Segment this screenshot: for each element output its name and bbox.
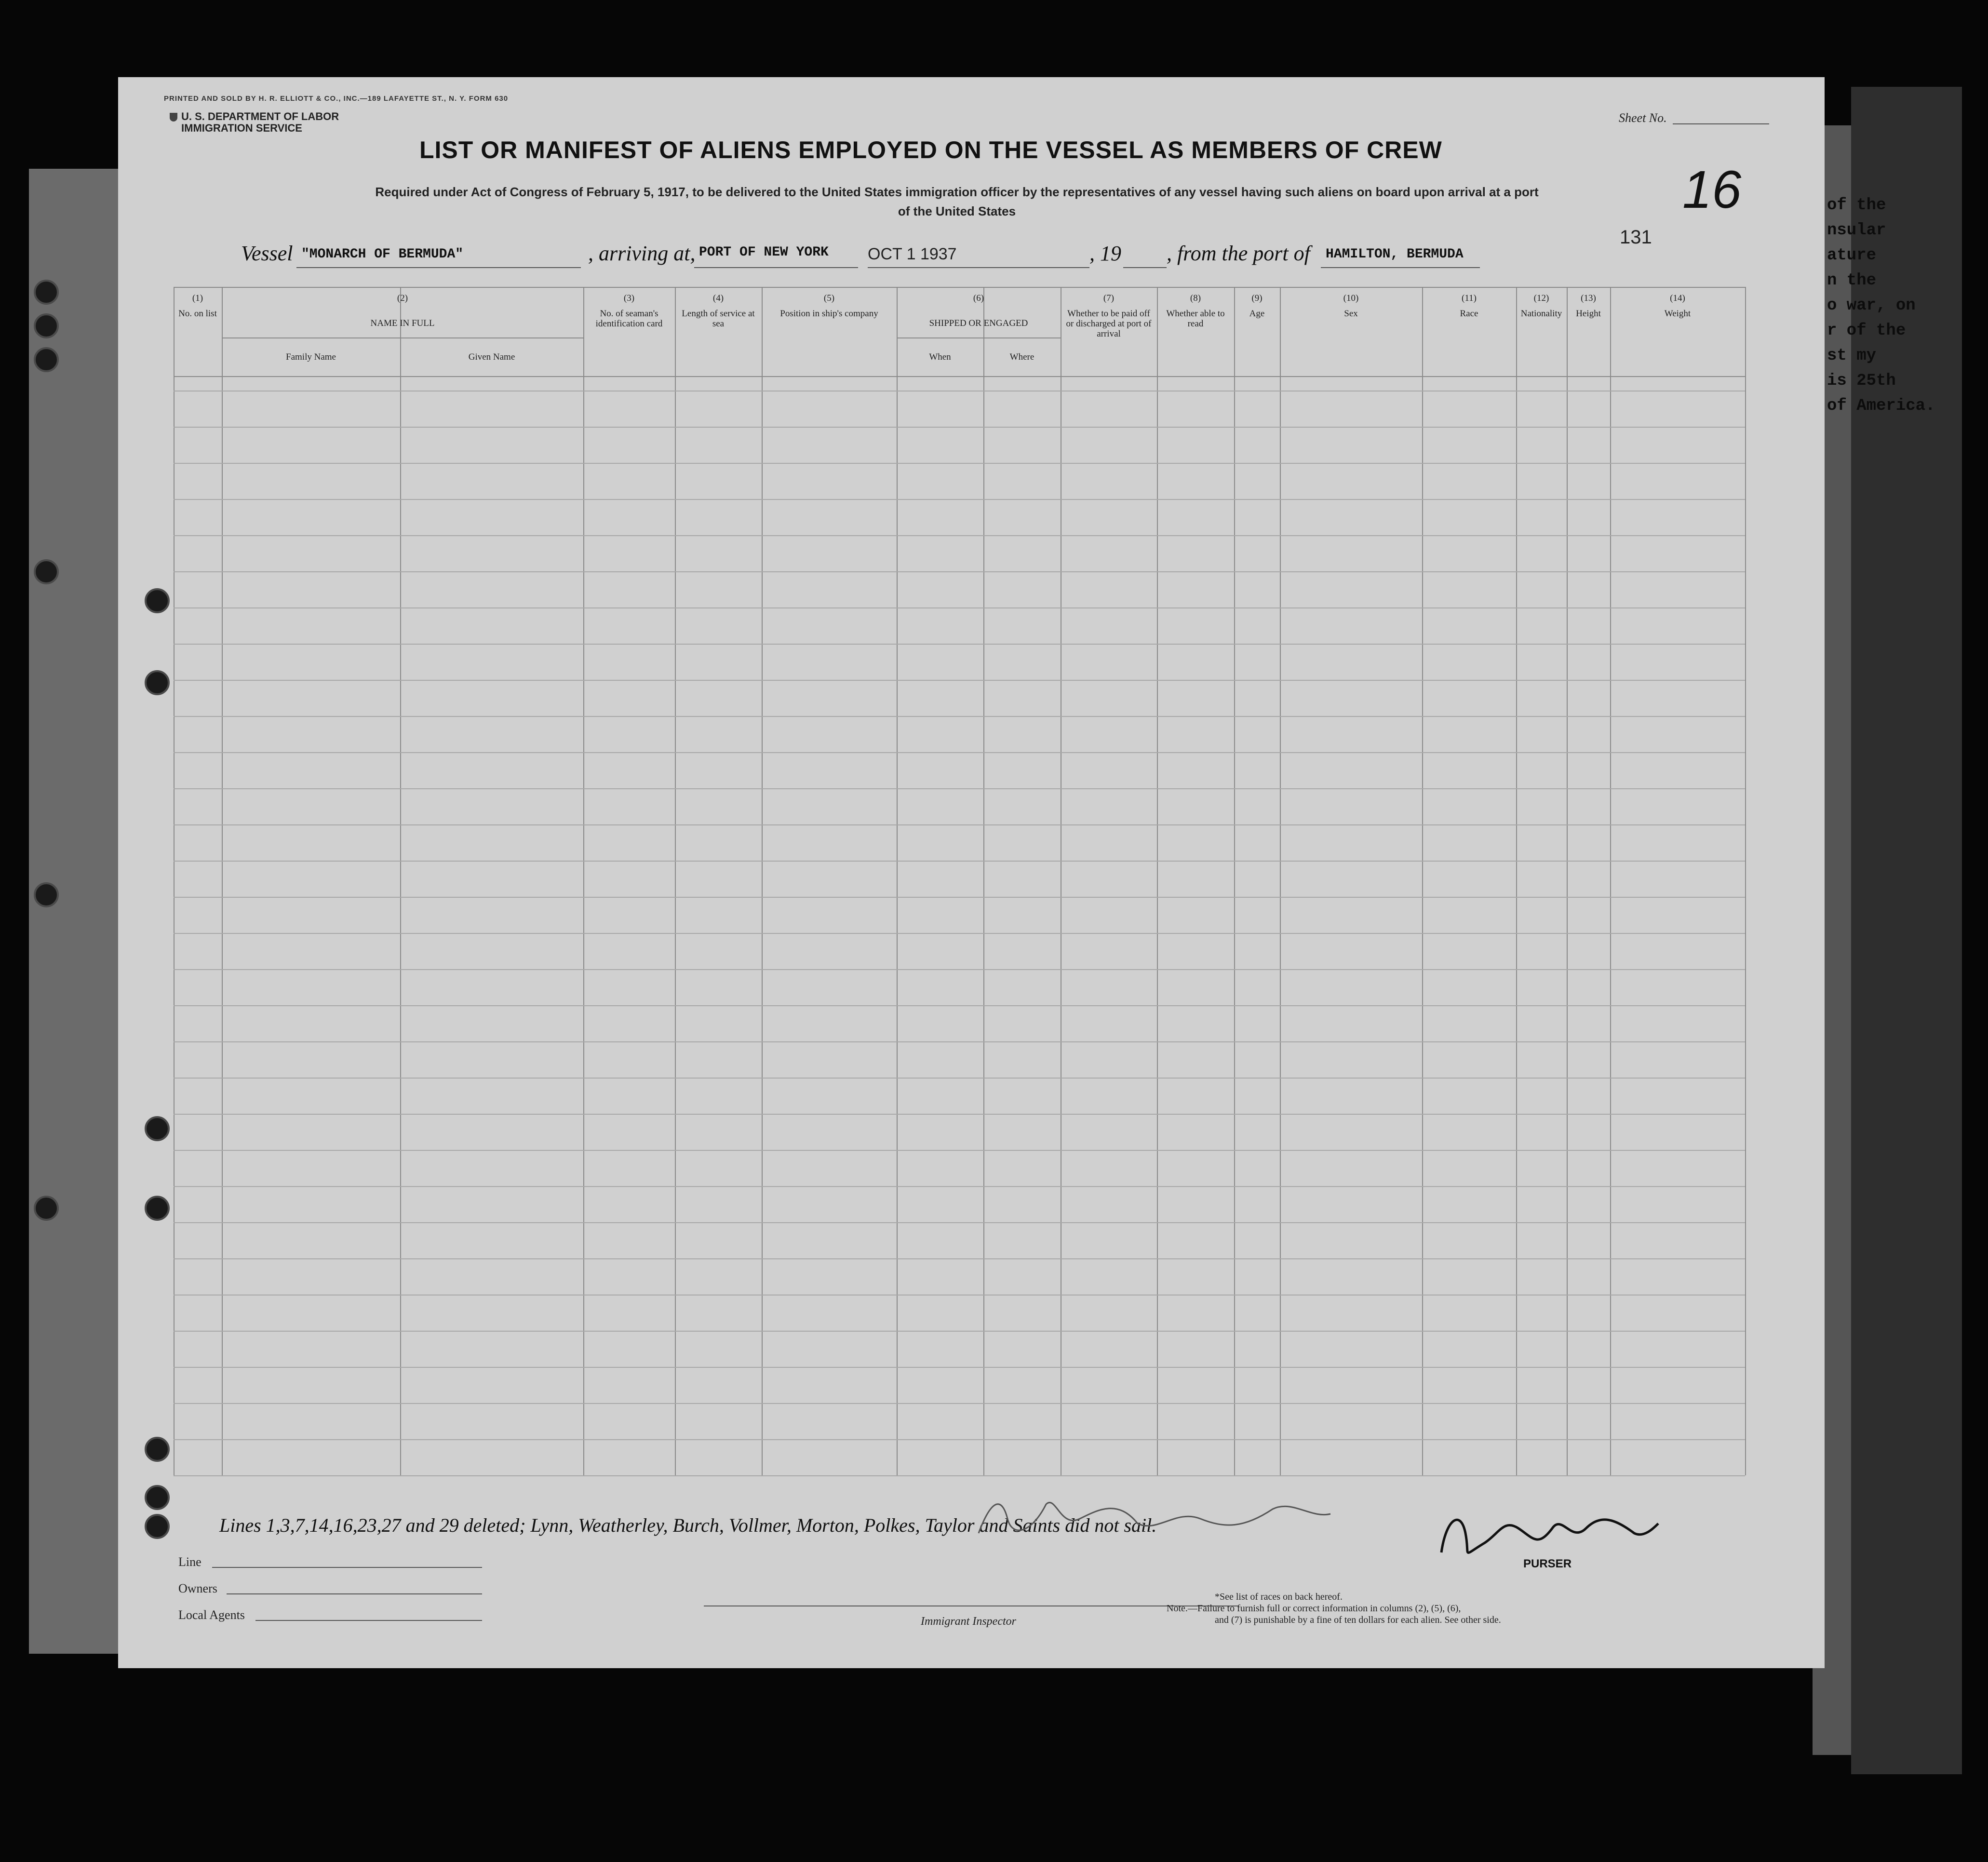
header-rule (174, 376, 1745, 377)
row-rule (174, 824, 1745, 825)
binder-hole (145, 1514, 170, 1539)
page-subtitle: Required under Act of Congress of February 5, 1917, to be delivered to the United States immigration officer by the representatives of any vessel having such aliens on board upon arrival at a port of the United States (375, 185, 1539, 218)
column-number: (6) (973, 293, 984, 303)
row-rule (174, 463, 1745, 464)
binder-hole (34, 1196, 59, 1221)
row-rule (174, 1222, 1745, 1223)
column-number: (4) (712, 293, 724, 303)
owners-underline (227, 1593, 482, 1594)
row-rule (174, 607, 1745, 608)
column-heading: No. of seaman's identification card (595, 309, 663, 329)
binder-strip (29, 169, 121, 1654)
column-subheading: Where (1009, 352, 1034, 362)
column-rule (1280, 287, 1281, 1475)
column-rule (1567, 287, 1568, 1475)
column-heading: Weight (1664, 309, 1691, 319)
owners-label: Owners (178, 1581, 217, 1595)
column-rule (1745, 287, 1746, 1475)
footer-note: *See list of races on back hereof. Note.—Failure to furnish full or correct information in columns (2), (5), (6), and (7) is punishable by a fine of ten dollars for each alien. See other side. (1167, 1592, 1501, 1625)
column-number: (2) (397, 293, 408, 303)
underlying-text-fragment: is 25th (1827, 372, 1896, 390)
shield-icon (170, 113, 177, 121)
sheet-number-label: Sheet No. (1619, 111, 1667, 125)
binder-hole (145, 588, 170, 613)
purser-label: PURSER (1523, 1557, 1572, 1570)
row-rule (174, 1331, 1745, 1332)
row-rule (174, 1041, 1745, 1042)
row-rule (174, 1403, 1745, 1404)
row-rule (174, 1367, 1745, 1368)
underlying-text-fragment: ature (1827, 246, 1877, 265)
inspector-signature (974, 1490, 1340, 1543)
column-heading: Whether to be paid off or discharged at port of arrival (1066, 309, 1152, 339)
sheet-number-line (1673, 123, 1769, 124)
local-agents-label: Local Agents (178, 1608, 245, 1622)
row-rule (174, 1114, 1745, 1115)
column-rule (1516, 287, 1517, 1475)
underlying-text-fragment: nsular (1827, 221, 1886, 240)
row-rule (174, 933, 1745, 934)
binder-hole (145, 1116, 170, 1141)
underlying-text-fragment: r of the (1827, 322, 1906, 340)
column-heading: Nationality (1520, 309, 1562, 319)
row-rule (174, 1475, 1745, 1476)
row-rule (174, 1005, 1745, 1006)
column-rule (1422, 287, 1423, 1475)
column-number: (14) (1670, 293, 1685, 303)
subheading-rule (897, 337, 1061, 338)
column-subheading: When (929, 352, 951, 362)
column-rule (583, 287, 584, 1475)
row-rule (174, 969, 1745, 970)
row-rule (174, 716, 1745, 717)
column-heading: Height (1576, 309, 1601, 319)
row-rule (174, 1258, 1745, 1259)
column-rule (1234, 287, 1235, 1475)
row-rule (174, 1186, 1745, 1187)
subheading-rule (222, 337, 583, 338)
line-label: Line (178, 1555, 201, 1569)
binder-hole (145, 1485, 170, 1510)
underlying-text-fragment: of America. (1827, 397, 1935, 415)
binder-hole (34, 882, 59, 907)
binder-hole (34, 313, 59, 338)
column-number: (1) (192, 293, 203, 303)
row-rule (174, 1078, 1745, 1079)
underlying-text-fragment: of the (1827, 196, 1886, 215)
agents-underline (255, 1620, 482, 1621)
row-rule (174, 897, 1745, 898)
column-rule (897, 287, 898, 1475)
binder-hole (145, 1437, 170, 1462)
column-number: (8) (1190, 293, 1201, 303)
column-rule (762, 287, 763, 1475)
column-number: (3) (623, 293, 635, 303)
column-number: (5) (823, 293, 835, 303)
column-heading: No. on list (178, 309, 217, 319)
column-heading: NAME IN FULL (370, 318, 435, 328)
underlying-text-fragment: st my (1827, 347, 1877, 365)
column-rule (174, 287, 175, 1475)
column-rule (1157, 287, 1158, 1475)
row-rule (174, 644, 1745, 645)
binder-hole (34, 559, 59, 584)
department-heading: U. S. DEPARTMENT OF LABOR IMMIGRATION SERVICE (170, 111, 339, 134)
column-subheading: Family Name (286, 352, 336, 362)
row-rule (174, 571, 1745, 572)
column-rule (222, 287, 223, 1475)
sheet-number-handwritten: 16 (1682, 160, 1742, 219)
row-rule (174, 752, 1745, 753)
binder-hole (145, 1196, 170, 1221)
underlying-sheet-text (1827, 193, 1952, 418)
column-rule (1610, 287, 1611, 1475)
column-heading: Length of service at sea (682, 309, 755, 329)
underlying-text-fragment: n the (1827, 271, 1877, 290)
binder-hole (145, 670, 170, 695)
column-heading: Position in ship's company (780, 309, 878, 319)
underlying-text-fragment: o war, on (1827, 297, 1916, 315)
purser-signature (1432, 1499, 1663, 1562)
column-number: (7) (1103, 293, 1115, 303)
column-subheading: Given Name (468, 352, 515, 362)
deletion-note: Lines 1,3,7,14,16,23,27 and 29 deleted; Lynn, Weatherley, Burch, Vollmer, Morton, Polkes, Taylor and Saints did not sail. (219, 1514, 1157, 1536)
column-number: (11) (1462, 293, 1477, 303)
page-title: LIST OR MANIFEST OF ALIENS EMPLOYED ON THE VESSEL AS MEMBERS OF CREW (419, 136, 1442, 163)
row-rule (174, 788, 1745, 789)
line-underline (212, 1567, 482, 1568)
printer-imprint: PRINTED AND SOLD BY H. R. ELLIOTT & CO., INC.—189 LAFAYETTE ST., N. Y. FORM 630 (164, 94, 509, 103)
column-heading: Whether able to read (1166, 309, 1225, 329)
row-rule (174, 1150, 1745, 1151)
inspector-label: Immigrant Inspector (921, 1615, 1016, 1628)
column-rule (400, 287, 401, 1475)
column-number: (10) (1343, 293, 1359, 303)
column-number: (12) (1533, 293, 1549, 303)
row-rule (174, 427, 1745, 428)
row-rule (174, 1439, 1745, 1440)
column-number: (13) (1581, 293, 1596, 303)
binder-hole (34, 280, 59, 305)
row-rule (174, 861, 1745, 862)
column-heading: Race (1460, 309, 1478, 319)
column-number: (9) (1251, 293, 1263, 303)
column-heading: Age (1249, 309, 1265, 319)
column-heading: SHIPPED OR ENGAGED (929, 318, 1028, 328)
row-rule (174, 499, 1745, 500)
header-rule (174, 287, 1745, 288)
column-rule (983, 287, 984, 1475)
row-rule (174, 680, 1745, 681)
column-heading: Sex (1344, 309, 1358, 319)
row-rule (174, 535, 1745, 536)
column-rule (675, 287, 676, 1475)
binder-hole (34, 347, 59, 372)
